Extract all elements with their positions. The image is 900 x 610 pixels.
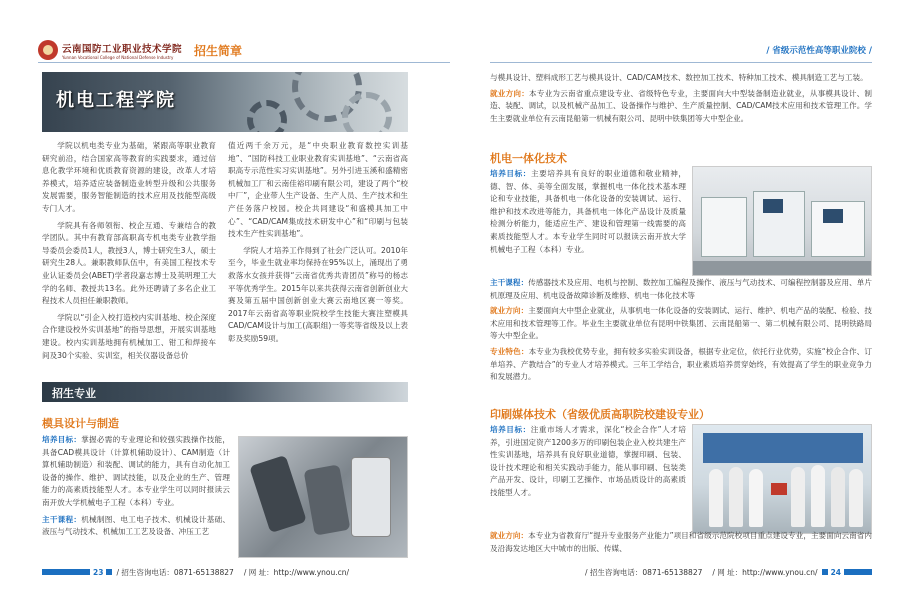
major-3-details xyxy=(490,530,872,555)
person-shape xyxy=(831,467,845,527)
goal-text: 主要培养具有良好的职业道德和敬业精神，德、智、体、美等全面发展，掌握机电一体化技术基本理论和专业技能，具备机电一体化设备的安装调试、运行、维护和技术改进等能力，具备机电一体化产品设计及质量检测分析能力，能适应生产、建设和管理第一线需要的高素质技能型人才。本专业学生同时可以报读云南开放大学机械电子工程（本科）专业。 xyxy=(490,169,687,254)
major-2-goal xyxy=(490,168,686,256)
page-number: 24 xyxy=(830,567,841,577)
header-divider xyxy=(490,62,872,63)
person-shape xyxy=(791,467,805,527)
major-1-text xyxy=(42,434,230,539)
banner-board-shape xyxy=(703,433,863,463)
page-number: 23 xyxy=(93,567,104,577)
courses-label: 主干课程： xyxy=(490,278,529,287)
gear-icon xyxy=(342,92,392,132)
majors-banner xyxy=(42,382,408,402)
job-label: 就业方向： xyxy=(490,531,529,540)
school-header xyxy=(38,38,242,62)
goal-label: 培养目标： xyxy=(42,435,82,444)
lab-bench-shape xyxy=(701,197,747,257)
courses-text: 传感器技术及应用、电机与控制、数控加工编程及操作、液压与气动技术、可编程控制器及应用、单片机原理及应用、机电设备故障诊断及维修、机电一体化技术等 xyxy=(490,278,873,300)
feature-label: 专业特色： xyxy=(490,346,529,356)
school-name: 云南国防工业职业技术学院 xyxy=(62,43,183,55)
floor-strip xyxy=(693,261,872,275)
phone-mould-shape xyxy=(249,455,307,533)
person-shape xyxy=(729,467,743,527)
paragraph: 学院具有各师领衔、校企互通、专兼结合的教学团队。其中有教育部高职高专机电类专业教学指导委员会委员1人，教授3人，博士研究生3人，硕士研究生28人。兼职教师队伍中，有美国工程技术专业认证委员会(ABET)学者段嘉志博士及英明理工大学的名师、教授共13名。此外还聘请了多名企业工程技术人员担任兼职教师。 xyxy=(42,220,216,306)
certificate-shape xyxy=(771,483,787,495)
students-group-photo xyxy=(692,424,872,534)
goal-label: 培养目标： xyxy=(490,425,531,434)
right-footer xyxy=(490,565,872,579)
major-title: 机电一体化技术 xyxy=(490,152,567,165)
keypad-shape xyxy=(351,457,391,537)
lab-equipment-photo xyxy=(692,166,872,276)
job-text: 主要面向大中型企业就业，从事机电一体化设备的安装调试、运行、维护、机电产品的装配、检验、技术应用和技术管理等工作。毕业生主要就业单位有昆明中铁集团、云南昆船第一、第二机械有限公司、昆明铁路局等大中型企业。 xyxy=(490,306,873,341)
monitor-icon xyxy=(763,199,783,213)
major-3-goal xyxy=(490,424,686,500)
major-title: 印刷媒体技术（省级优质高职院校建设专业） xyxy=(490,408,710,421)
phone-number: 0871-65138827 xyxy=(173,567,234,577)
header-divider xyxy=(38,62,450,63)
college-banner xyxy=(42,72,408,132)
paragraph: 学院以“引企入校打造校内实训基地、校企深度合作建设校外实训基地”的指导思想，开展实训基地建设。校内实训基地拥有机械加工、钳工和焊接车间及30个实验、实训室，相关仪器设备总价 xyxy=(42,312,216,360)
goal-label: 培养目标： xyxy=(490,169,531,178)
monitor-icon xyxy=(823,209,843,223)
majors-banner-title: 招生专业 xyxy=(52,387,96,400)
major-2-details xyxy=(490,277,872,384)
section-title: 招生简章 xyxy=(194,43,243,58)
courses-text: 机械制图、电工电子技术、机械设计基础、液压与气动技术、机械加工工艺及设备、冲压工艺 xyxy=(42,514,230,537)
paragraph: 学院人才培养工作得到了社会广泛认可。2010年至今，毕业生就业率均保持在95%以上，涌现出了勇救落水女孩并获得“云南省优秀共青团员”称号的杨志平等优秀学生。2015年以来共获得云南省创新创业大赛及第五届中国创新创业大赛云南地区赛一等奖。2017年云南省高等职业院校学生技能大赛注塑模具CAD/CAM设计与加工(高职组)一等奖等省级及以上表彰及奖励59项。 xyxy=(228,245,408,343)
gear-icon xyxy=(247,100,287,132)
phone-mould-shape xyxy=(304,464,351,535)
feature-text: 本专业为我校优势专业，拥有较多实验实训设备，根据专业定位，依托行业优势，实施“校企合作、订单培养、产教结合”的专业人才培养模式。三年工学结合，职业素质培养贯穿始终，有效提高了学生的职业竞争力和发展潜力。 xyxy=(490,346,872,382)
person-shape xyxy=(811,465,825,527)
intro-column-2 xyxy=(228,140,408,346)
major-title: 模具设计与制造 xyxy=(42,417,119,430)
web-url: http://www.ynou.cn/ xyxy=(273,567,350,577)
job-text: 本专业为云南省重点建设专业、省级特色专业，主要面向大中型装备制造业就业，从事模具设计、制造、装配、调试，以及机械产品加工、设备操作与维护、生产质量控制、CAD/CAM技术应用和技术管理工作。学生主要就业单位有云南昆船第一机械有限公司、昆明中铁集团等大中型企业。 xyxy=(490,88,873,123)
person-shape xyxy=(849,469,863,527)
right-page xyxy=(450,0,900,610)
person-shape xyxy=(709,469,723,527)
phone-label: / 招生咨询电话： xyxy=(584,567,643,577)
paragraph: 与模具设计、塑料成形工艺与模具设计、CAD/CAM技术、数控加工技术、特种加工技术、模具制造工艺与工装。 xyxy=(490,73,868,82)
paragraph: 值近两千余万元，是“中央职业教育数控实训基地”、“国防科技工业职业教育实训基地”、“云南省高职高专示范性实习实训基地”。另外引进玉溪和盛精密机械加工厂和云南佳裕印刷有限公司，建设了两个“校中厂”，企业带人生产设备、生产人员、生产技术和生产任务落户校园。校企共同建设“和盛模具加工中心”、“CAD/CAM集成技术研发中心”和“印刷与包装技术生产性实训基地”。 xyxy=(228,141,408,239)
web-label: / 网 址： xyxy=(712,567,743,577)
major-1-continued xyxy=(490,72,872,125)
left-footer xyxy=(42,565,412,579)
phone-number: 0871-65138827 xyxy=(642,567,703,577)
job-label: 就业方向： xyxy=(490,306,529,316)
school-name-en: Yunnan Vocational College of National Defense Industry xyxy=(62,54,174,60)
school-logo-icon xyxy=(38,40,58,60)
college-title: 机电工程学院 xyxy=(56,90,176,111)
person-shape xyxy=(749,469,763,527)
phone-label: / 招生咨询电话： xyxy=(116,567,174,577)
job-text: 本专业为省教育厅“提升专业服务产业能力”项目和省级示范院校项目重点建设专业，主要面向云南省内及沿海发达地区大中城市的出版、传媒、 xyxy=(490,531,872,553)
courses-label: 主干课程： xyxy=(42,514,82,524)
paragraph: 学院以机电类专业为基础，紧跟高等职业教育研究前沿，结合国家高等教育的实践要求，通过信息化教学环境和优质教育资源的建设，改革人才培养模式，培养适应装备制造业转型升级和公共服务发展需要，服务智能制造的技术应用及技能型高级专门人才。 xyxy=(42,141,216,213)
goal-text: 注重市场人才需求，深化“校企合作”人才培养，引进国定资产1200多万的印刷包装企业入校共建生产性实训基地，培养具有良好职业道德，掌握印刷、包装、设计技术理论和相关实践动手能力，能从事印刷、包装类产品开发、设计，印刷工艺操作、市场品质设计的高素质技能型人才。 xyxy=(490,425,686,497)
web-label: / 网 址： xyxy=(243,567,274,577)
web-url: http://www.ynou.cn/ xyxy=(742,567,818,577)
job-label: 就业方向： xyxy=(490,88,530,98)
goal-text: 掌握必需的专业理论和较强实践操作技能，具备CAD模具设计（计算机辅助设计）、CAM制造（计算机辅助制造）和装配、调试的能力，具有自动化加工设备的操作、维护、调试技能，以及企业的生产、管理能力的高素质技能型人才。本专业学生可以同时报读云南开放大学机械电子工程（本科）专业。 xyxy=(42,435,230,507)
mould-products-photo xyxy=(238,436,408,558)
header-tag: / 省级示范性高等职业院校 / xyxy=(766,46,872,56)
intro-column-1 xyxy=(42,140,216,362)
